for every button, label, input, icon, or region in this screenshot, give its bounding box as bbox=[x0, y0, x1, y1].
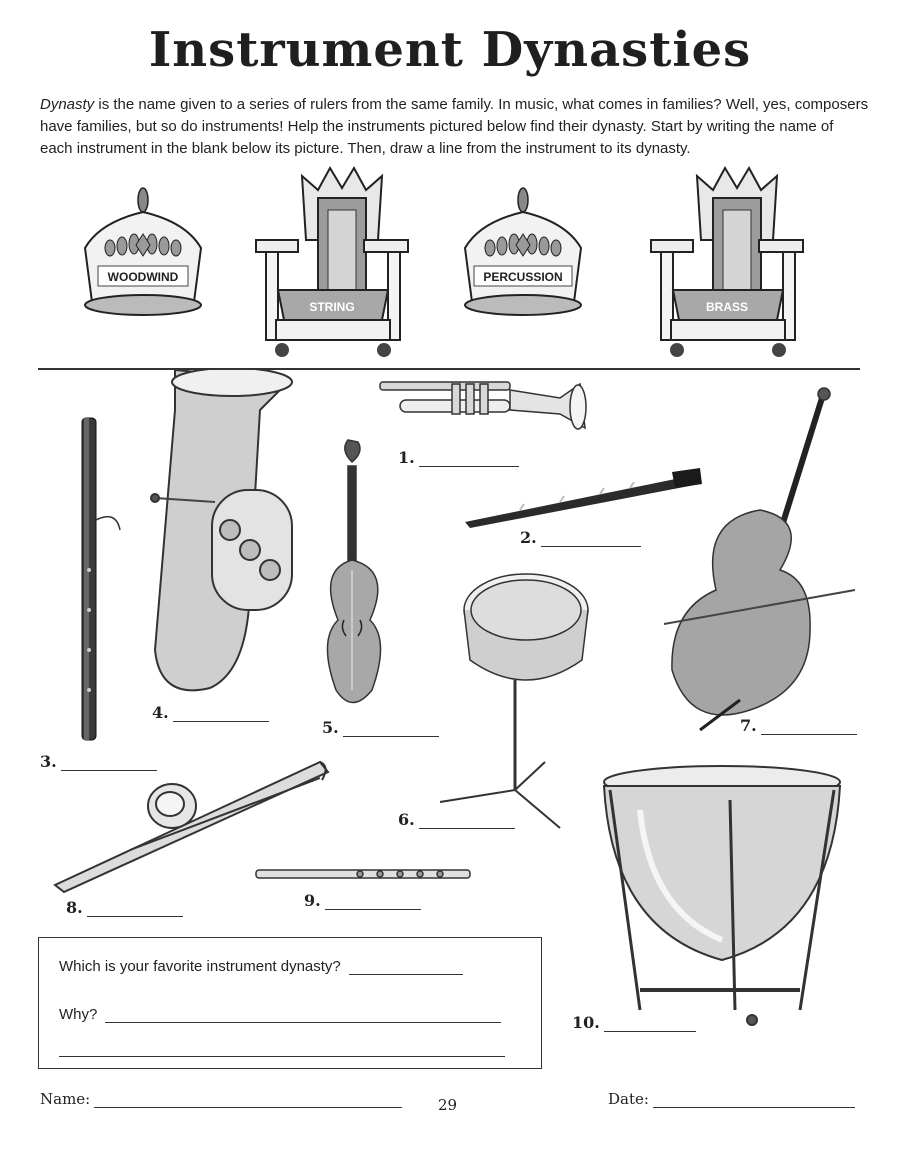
answer-blank[interactable] bbox=[61, 770, 157, 771]
answer-blank[interactable] bbox=[761, 734, 857, 735]
name-label: Name: bbox=[40, 1090, 91, 1108]
favorite-answer-blank[interactable] bbox=[349, 974, 463, 975]
name-field bbox=[40, 1090, 402, 1108]
answer-line-7 bbox=[740, 716, 857, 735]
brass-throne-icon bbox=[651, 168, 803, 357]
favorite-question: Which is your favorite instrument dynasty? bbox=[59, 958, 341, 975]
number-label: 9. bbox=[304, 891, 321, 910]
number-label: 1. bbox=[398, 448, 415, 467]
answer-blank[interactable] bbox=[343, 736, 439, 737]
answer-line-8 bbox=[66, 898, 183, 917]
dynasty-label-string: STRING bbox=[309, 300, 355, 314]
number-label: 7. bbox=[740, 716, 757, 735]
percussion-crown-icon bbox=[465, 188, 581, 315]
dynasty-row bbox=[0, 0, 900, 370]
answer-line-9 bbox=[304, 891, 421, 910]
favorite-question-row bbox=[59, 958, 463, 975]
bassoon-icon bbox=[82, 418, 120, 740]
favorite-dynasty-box bbox=[38, 937, 542, 1069]
why-answer-blank-2[interactable] bbox=[59, 1056, 505, 1057]
page-number: 29 bbox=[438, 1096, 458, 1114]
date-label: Date: bbox=[608, 1090, 649, 1108]
dynasty-label-percussion: PERCUSSION bbox=[483, 270, 563, 284]
answer-line-4 bbox=[152, 703, 269, 722]
why-row bbox=[59, 1006, 501, 1023]
number-label: 10. bbox=[572, 1013, 600, 1032]
answer-blank[interactable] bbox=[87, 916, 183, 917]
intro-italic-word: Dynasty bbox=[40, 96, 95, 113]
string-throne-icon bbox=[256, 168, 408, 357]
page-title: Instrument Dynasties bbox=[148, 22, 752, 78]
date-blank[interactable] bbox=[653, 1107, 855, 1108]
cello-icon bbox=[664, 388, 855, 730]
date-field bbox=[608, 1090, 855, 1108]
number-label: 5. bbox=[322, 718, 339, 737]
dynasty-label-woodwind: WOODWIND bbox=[107, 270, 179, 284]
dynasty-label-brass: BRASS bbox=[705, 300, 749, 314]
timpani-icon bbox=[604, 766, 840, 1025]
trumpet-icon bbox=[380, 382, 586, 429]
answer-blank[interactable] bbox=[325, 909, 421, 910]
snare-drum-icon bbox=[440, 574, 588, 828]
answer-line-2 bbox=[520, 528, 641, 547]
answer-blank[interactable] bbox=[541, 546, 641, 547]
why-answer-blank[interactable] bbox=[105, 1022, 501, 1023]
answer-blank[interactable] bbox=[419, 466, 519, 467]
number-label: 3. bbox=[40, 752, 57, 771]
clarinet-icon bbox=[465, 468, 702, 528]
flute-icon bbox=[256, 870, 470, 878]
number-label: 8. bbox=[66, 898, 83, 917]
answer-line-3 bbox=[40, 752, 157, 771]
name-blank[interactable] bbox=[94, 1107, 402, 1108]
number-label: 4. bbox=[152, 703, 169, 722]
number-label: 2. bbox=[520, 528, 537, 547]
answer-line-6 bbox=[398, 810, 515, 829]
violin-icon bbox=[327, 440, 380, 703]
tuba-icon bbox=[151, 370, 292, 690]
why-label: Why? bbox=[59, 1006, 98, 1023]
answer-blank[interactable] bbox=[419, 828, 515, 829]
answer-blank[interactable] bbox=[173, 721, 269, 722]
answer-line-5 bbox=[322, 718, 439, 737]
answer-line-10 bbox=[572, 1013, 696, 1032]
woodwind-crown-icon bbox=[85, 188, 201, 315]
intro-text: is the name given to a series of rulers from the same family. In music, what comes in families? Well, yes, composers have families, but so do instruments! Help the instruments pictured below find their dynasty. Start by writing the name of each instrument in the blank below its picture. Then, draw a line from the instrument to its dynasty. bbox=[40, 96, 869, 157]
answer-line-1 bbox=[398, 448, 519, 467]
answer-blank[interactable] bbox=[604, 1031, 696, 1032]
number-label: 6. bbox=[398, 810, 415, 829]
